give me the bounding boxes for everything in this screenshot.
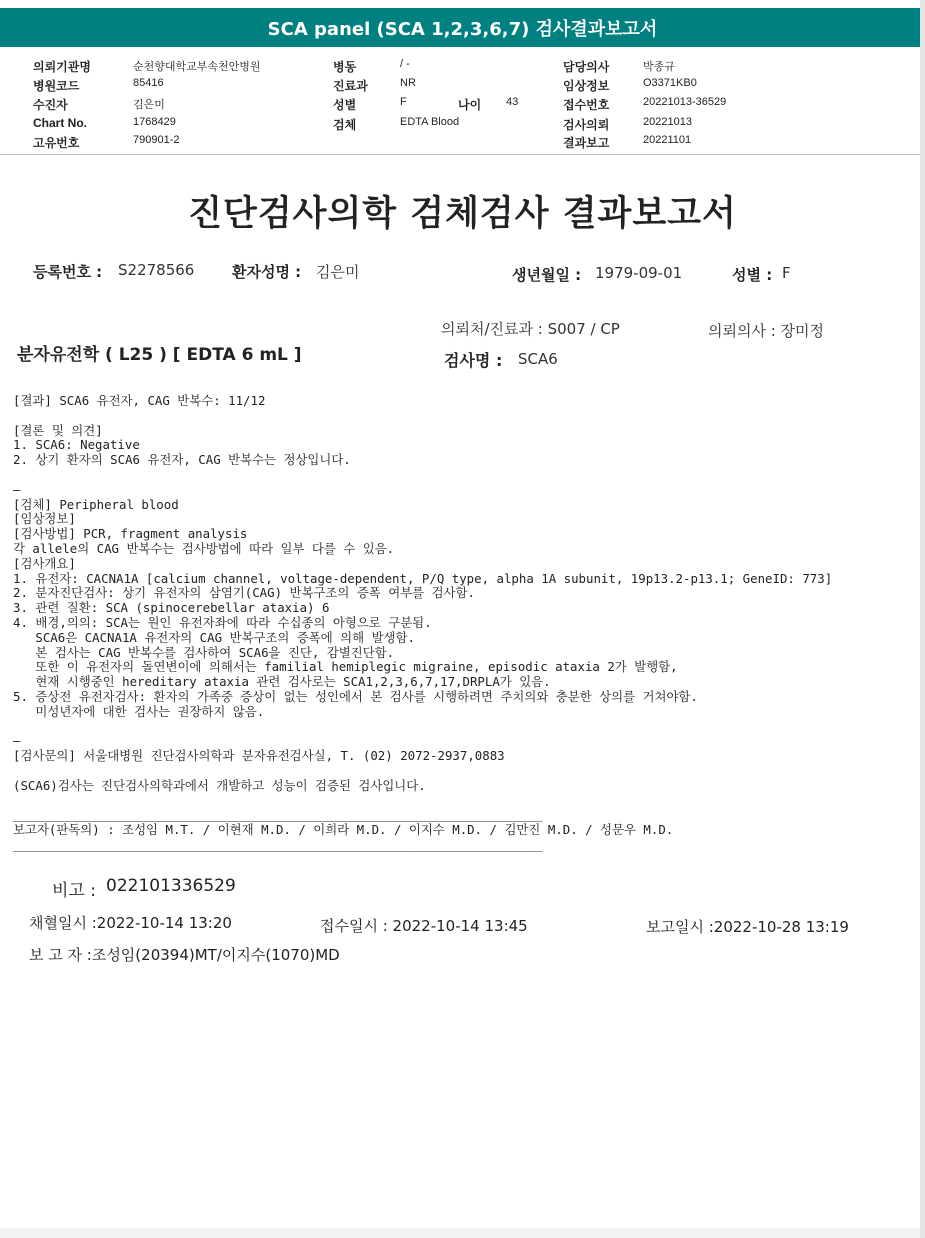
report-time: 보고일시 :2022-10-28 13:19	[646, 918, 849, 936]
report-body-line: 또한 이 유전자의 돌연변이에 의해서는 familial hemiplegic migraine, episodic ataxia 2가 발행함,	[13, 659, 678, 675]
report-body-line: [임상정보]	[13, 511, 76, 527]
meta-value-physician: 박종규	[643, 61, 675, 73]
meta-value-unique-no: 790901-2	[133, 134, 180, 146]
meta-label-patient: 수진자	[33, 98, 68, 112]
report-body-line: (SCA6)검사는 진단검사의학과에서 개발하고 성능이 검증된 검사입니다.	[13, 777, 426, 793]
patient-name-label	[232, 261, 301, 282]
report-body-line: 본 검사는 CAG 반복수를 검사하여 SCA6을 진단, 감별진단함.	[13, 644, 395, 660]
meta-value-ward: / -	[400, 58, 410, 70]
remark-label: 비고 :	[52, 881, 96, 901]
meta-label-sex: 성별	[333, 98, 357, 112]
report-body-line: SCA6은 CACNA1A 유전자의 CAG 반복구조의 증폭에 의해 발생함.	[13, 629, 415, 645]
right-edge	[920, 0, 925, 1238]
test-name-label	[444, 348, 502, 371]
report-document	[0, 166, 925, 1228]
meta-label-clinical-info: 임상정보	[563, 79, 610, 93]
report-body-line: —	[13, 733, 21, 749]
bottom-margin	[0, 1228, 925, 1238]
report-body-line: 2. 분자진단검사: 상기 유전자의 삼염기(CAG) 반복구조의 증폭 여부를 검사함.	[13, 585, 475, 601]
meta-label-chart-no: Chart No.	[33, 116, 87, 130]
meta-value-request-date: 20221013	[643, 116, 692, 128]
meta-label-institution: 의뢰기관명	[33, 60, 91, 74]
meta-label-physician: 담당의사	[563, 60, 610, 74]
report-body-line: 보고자(판독의) : 조성임 M.T. / 이현재 M.D. / 이희라 M.D. / 이지수 M.D. / 김만진 M.D. / 성문우 M.D.	[13, 822, 674, 838]
dob-value: 1979-09-01	[595, 264, 683, 282]
meta-label-unique-no: 고유번호	[33, 136, 80, 150]
report-body-line: [결론 및 의견]	[13, 422, 103, 438]
test-name-label-text: 검사명 :	[444, 351, 503, 370]
report-header-title: SCA panel (SCA 1,2,3,6,7) 검사결과보고서	[267, 18, 658, 40]
meta-value-department: NR	[400, 77, 416, 89]
remark-value: 022101336529	[106, 876, 236, 896]
divider	[0, 154, 925, 155]
meta-value-age: 43	[506, 96, 519, 108]
report-body-line: [결과] SCA6 유전자, CAG 반복수: 11/12	[13, 393, 266, 408]
meta-label-receipt-no: 접수번호	[563, 98, 610, 112]
meta-value-receipt-no: 20221013-36529	[643, 96, 727, 108]
report-body-line: 1. SCA6: Negative	[13, 437, 140, 453]
registration-label	[33, 261, 102, 282]
sex-label	[732, 264, 772, 285]
report-body-line: [검사문의] 서울대병원 진단검사의학과 분자유전검사실, T. (02) 2072-2937,0883	[13, 748, 505, 764]
patient-name-label-text: 환자성명 :	[232, 263, 302, 281]
patient-name-value: 김은미	[316, 263, 360, 281]
meta-value-result-date: 20221101	[643, 134, 692, 146]
meta-label-hospital-code: 병원코드	[33, 79, 80, 93]
report-body-line: 4. 배경,의의: SCA는 원인 유전자좌에 따라 수십종의 아형으로 구분됨.	[13, 614, 432, 630]
section-heading-text: 분자유전학 ( L25 ) [ EDTA 6 mL ]	[17, 345, 302, 365]
report-body-line: 1. 유전자: CACNA1A [calcium channel, voltage-dependent, P/Q type, alpha 1A subunit, 19p13.2-p13.1; GeneID: 773]	[13, 570, 833, 586]
report-body-line: 각 allele의 CAG 반복수는 검사방법에 따라 일부 다를 수 있음.	[13, 540, 395, 556]
report-body-line: 미성년자에 대한 검사는 권장하지 않음.	[13, 703, 265, 719]
test-name-value: SCA6	[518, 350, 558, 368]
report-body-line: 현재 시행중인 hereditary ataxia 관련 검사로는 SCA1,2,3,6,7,17,DRPLA가 있음.	[13, 674, 551, 690]
meta-value-chart-no: 1768429	[133, 116, 176, 128]
section-heading	[17, 340, 302, 365]
report-body-line: [검사방법] PCR, fragment analysis	[13, 526, 248, 542]
registration-value: S2278566	[118, 261, 195, 279]
report-body-line: _______________________________________________________________________	[13, 836, 543, 852]
sex-value: F	[782, 264, 791, 282]
report-body-line: 3. 관련 질환: SCA (spinocerebellar ataxia) 6	[13, 600, 330, 616]
meta-label-request-date: 검사의뢰	[563, 118, 610, 132]
sex-label-text: 성별 :	[732, 266, 773, 284]
meta-value-sex: F	[400, 96, 407, 108]
meta-label-result-date: 결과보고	[563, 136, 610, 150]
meta-label-age: 나이	[458, 98, 482, 112]
meta-label-specimen: 검체	[333, 118, 357, 132]
dob-label-text: 생년월일 :	[512, 266, 582, 284]
meta-label-department: 진료과	[333, 79, 368, 93]
report-body-line: 5. 증상전 유전자검사: 환자의 가족중 증상이 없는 성인에서 본 검사를 시행하려면 주치의와 충분한 상의를 거쳐야함.	[13, 688, 698, 704]
meta-value-specimen: EDTA Blood	[400, 116, 460, 128]
report-title: 진단검사의학 검체검사 결과보고서	[188, 194, 737, 234]
meta-label-ward: 병동	[333, 60, 357, 74]
report-body-text	[13, 394, 832, 853]
meta-value-patient: 김은미	[133, 99, 165, 111]
requesting-dept: 의뢰처/진료과 : S007 / CP	[441, 320, 620, 338]
meta-value-institution: 순천향대학교부속천안병원	[133, 61, 261, 73]
collection-time: 채혈일시 :2022-10-14 13:20	[29, 914, 232, 932]
report-body-line: [검사개요]	[13, 555, 76, 571]
meta-value-clinical-info: O3371KB0	[643, 77, 697, 89]
registration-label-text: 등록번호 :	[33, 263, 103, 281]
receipt-time: 접수일시 : 2022-10-14 13:45	[320, 917, 528, 935]
report-body-line: —	[13, 481, 21, 497]
report-body-line: 2. 상기 환자의 SCA6 유전자, CAG 반복수는 정상입니다.	[13, 452, 351, 468]
report-body-line: [검체] Peripheral blood	[13, 496, 179, 512]
report-header-banner	[0, 8, 925, 47]
meta-value-hospital-code: 85416	[133, 77, 164, 89]
requesting-doctor: 의뢰의사 : 장미정	[708, 322, 825, 340]
report-body-line: _______________________________________________________________________	[13, 807, 543, 823]
dob-label	[512, 264, 581, 285]
reporter: 보 고 자 :조성임(20394)MT/이지수(1070)MD	[29, 946, 340, 964]
